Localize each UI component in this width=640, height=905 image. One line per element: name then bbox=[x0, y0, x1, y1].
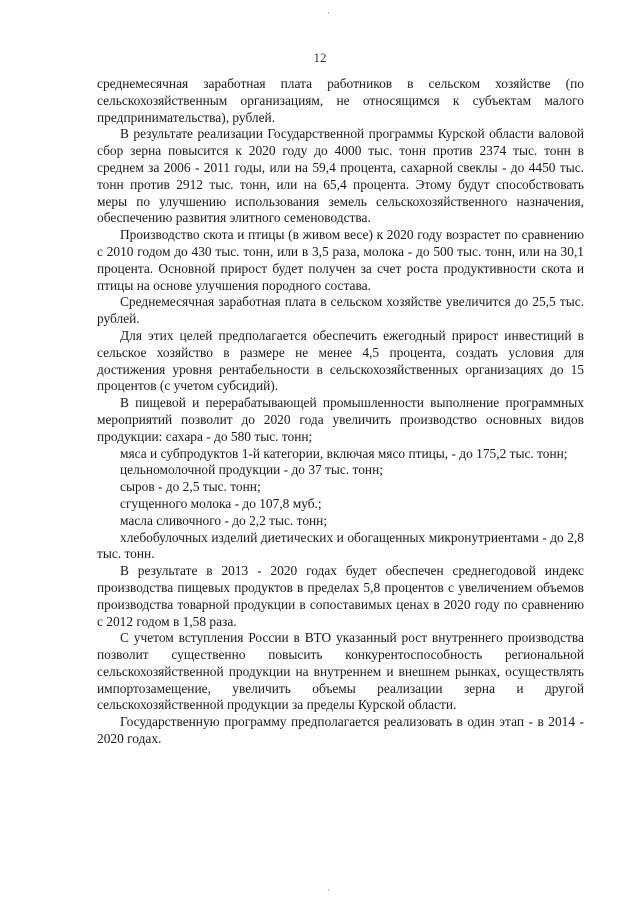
list-item: мяса и субпродуктов 1-й категории, включая мясо птицы, - до 175,2 тыс. тонн; bbox=[120, 445, 568, 461]
paragraph: С учетом вступления России в ВТО указанный рост внутреннего производства позволит существенно повысить конкурентоспособность региональной сельскохозяйственной продукции на внутреннем и внешнем рынках, осуществлять импортозамещение, увеличить объемы реализации зерна и другой сельскохозяйственной продукции за пределы Курской области. bbox=[97, 630, 584, 713]
paragraph: Государственную программу предполагается реализовать в один этап - в 2014 - 2020 годах. bbox=[97, 714, 584, 747]
page-number: 12 bbox=[313, 50, 327, 65]
paragraph: В результате реализации Государственной программы Курской области валовой сбор зерна повысится к 2020 году до 4000 тыс. тонн против 2374 тыс. тонн в среднем за 2006 - 2011 годы, или на 59,4 процента, сахарной свеклы - до 4450 тыс. тонн против 2912 тыс. тонн, или на 65,4 процента. Этому будут способствовать меры по улучшению использования земель сельскохозяйственного назначения, обеспечению развития элитного семеноводства. bbox=[97, 126, 584, 226]
list-item: хлебобулочных изделий диетических и обогащенных микронутриентами - до 2,8 тыс. тонн. bbox=[97, 529, 584, 562]
scan-speck: · bbox=[327, 885, 330, 895]
list-item: сгущенного молока - до 107,8 муб.; bbox=[120, 495, 322, 511]
list-item: сыров - до 2,5 тыс. тонн; bbox=[120, 479, 261, 495]
paragraph: Среднемесячная заработная плата в сельском хозяйстве увеличится до 25,5 тыс. рублей. bbox=[97, 294, 584, 327]
list-item: цельномолочной продукции - до 37 тыс. тонн; bbox=[120, 462, 383, 478]
scan-speck: · bbox=[327, 8, 330, 18]
document-body bbox=[97, 76, 584, 748]
paragraph: В результате в 2013 - 2020 годах будет обеспечен среднегодовой индекс производства пищевых продуктов в пределах 5,8 процентов с увеличением объемов производства товарной продукции в сопоставимых ценах в 2020 году по сравнению с 2012 годом в 1,58 раза. bbox=[97, 563, 584, 629]
paragraph: В пищевой и перерабатывающей промышленности выполнение программных мероприятий позволит до 2020 года увеличить производство основных видов продукции: сахара - до 580 тыс. тонн; bbox=[97, 395, 584, 444]
paragraph: среднемесячная заработная плата работников в сельском хозяйстве (по сельскохозяйственным организациям, не относящимся к субъектам малого предпринимательства), рублей. bbox=[97, 76, 584, 125]
list-item: масла сливочного - до 2,2 тыс. тонн; bbox=[120, 512, 328, 528]
paragraph: Для этих целей предполагается обеспечить ежегодный прирост инвестиций в сельское хозяйство в размере не менее 4,5 процента, создать условия для достижения уровня рентабельности в сельскохозяйственных организациях до 15 процентов (с учетом субсидий). bbox=[97, 327, 584, 394]
paragraph: Производство скота и птицы (в живом весе) к 2020 году возрастет по сравнению с 2010 годом до 430 тыс. тонн, или в 3,5 раза, молока - до 500 тыс. тонн, или на 30,1 процента. Основной прирост будет получен за счет роста продуктивности скота и птицы на основе улучшения породного состава. bbox=[97, 227, 584, 293]
